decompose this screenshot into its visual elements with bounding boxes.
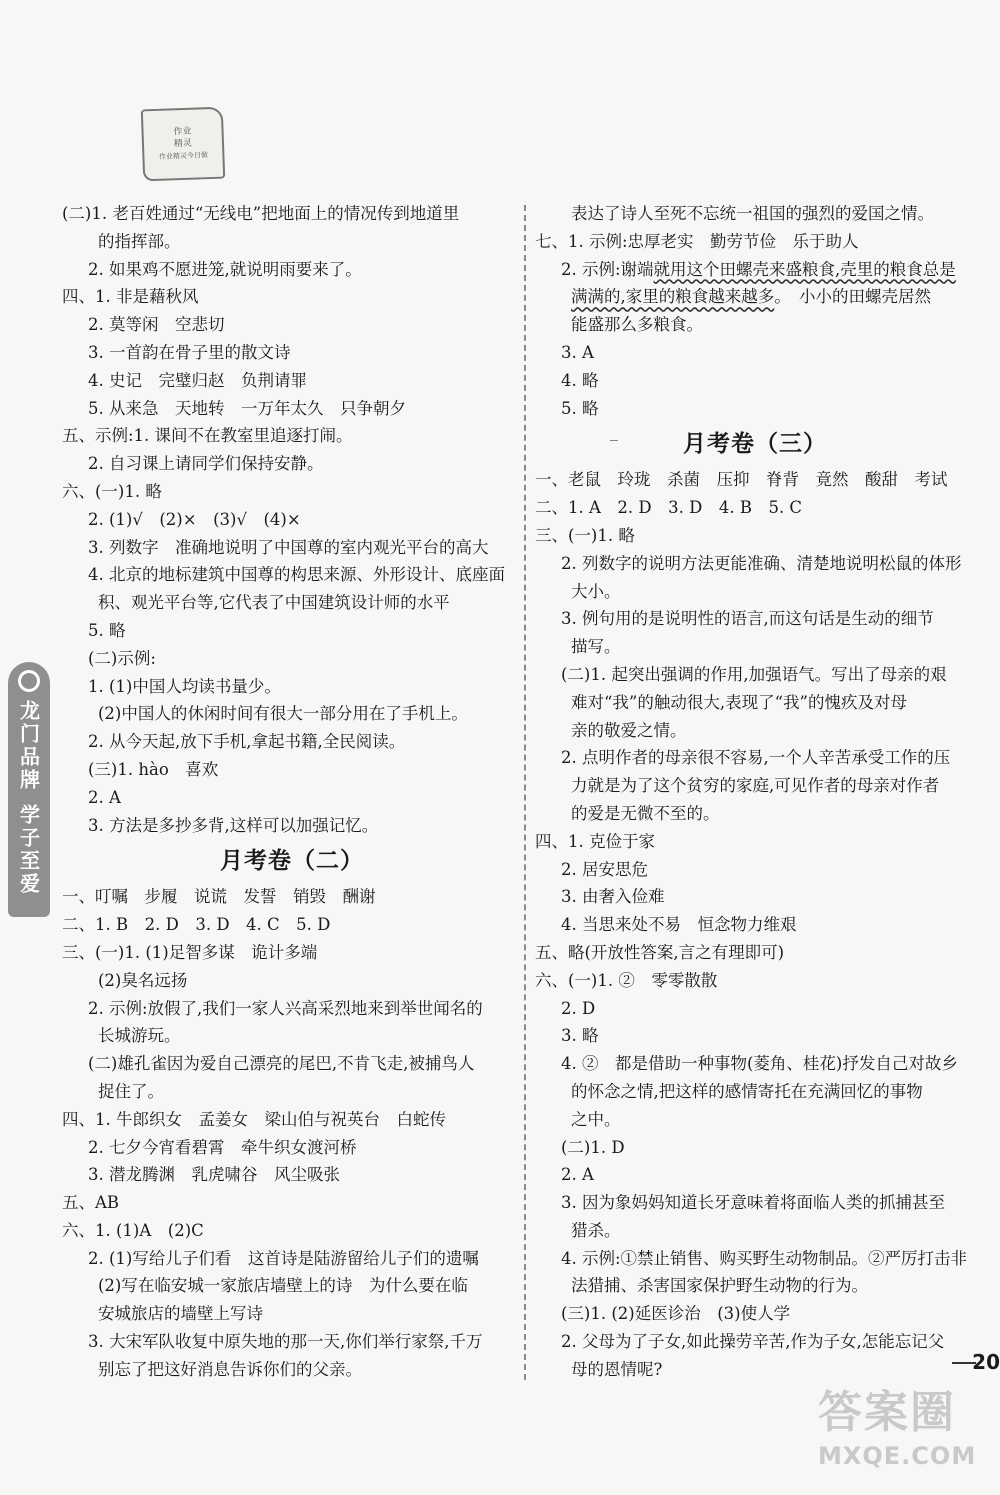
column-divider: [524, 205, 526, 1380]
answer-line: 2. A: [561, 1165, 594, 1185]
answer-line: 2. (1)√ (2)× (3)√ (4)×: [88, 509, 301, 529]
stamp-line-3: 作业精灵今日做: [158, 151, 209, 161]
answer-line: 法猎捕、杀害国家保护野生动物的行为。: [571, 1276, 868, 1296]
answer-line: 二、1. A 2. D 3. D 4. B 5. C: [535, 498, 803, 518]
answer-line: 3. A: [561, 342, 594, 362]
answer-line: 安城旅店的墙壁上写诗: [98, 1304, 263, 1324]
answer-line: 3. 列数字 准确地说明了中国尊的室内观光平台的高大: [88, 537, 489, 557]
answer-line: 2. 示例:谢端就用这个田螺壳来盛粮食,壳里的粮食总是: [561, 259, 956, 279]
left-column: [62, 200, 522, 1384]
answer-line: 2. 莫等闲 空悲切: [88, 315, 225, 335]
answer-line: 2. 点明作者的母亲很不容易,一个人辛苦承受工作的压: [561, 748, 951, 768]
answer-line: (二)1. 起突出强调的作用,加强语气。写出了母亲的艰: [561, 664, 947, 684]
answer-line: 表达了诗人至死不忘统一祖国的强烈的爱国之情。: [571, 204, 934, 223]
answer-line: (三)1. hào 喜欢: [88, 759, 219, 779]
answer-line: (2)写在临安城一家旅店墙壁上的诗 为什么要在临: [98, 1276, 468, 1296]
answer-line: 3. 潜龙腾渊 乳虎啸谷 风尘吸张: [88, 1165, 340, 1185]
dash-mark: [610, 440, 618, 441]
answer-line: 4. 史记 完璧归赵 负荆请罪: [88, 370, 307, 390]
stamp-line-1: 作业: [173, 126, 192, 138]
answer-line: 之中。: [571, 1109, 621, 1129]
answer-line: 3. 因为象妈妈知道长牙意味着将面临人类的抓捕甚至: [561, 1193, 945, 1213]
answer-line: 三、(一)1. (1)足智多谋 诡计多端: [62, 942, 318, 962]
answer-line: (二)1. 老百姓通过“无线电”把地面上的情况传到地道里: [62, 204, 460, 223]
answer-line: 4. ② 都是借助一种事物(菱角、桂花)抒发自己对故乡: [561, 1054, 958, 1074]
answer-line: 母的恩情呢?: [571, 1359, 663, 1379]
answer-line: 能盛那么多粮食。: [571, 315, 703, 335]
answer-line: 六、(一)1. 略: [62, 481, 162, 501]
watermark-line-1: 答案圈: [818, 1387, 956, 1438]
answer-line: 5. 略: [561, 398, 599, 418]
stamp-logo: [141, 107, 225, 182]
answer-line: 2. 自习课上请同学们保持安静。: [88, 454, 324, 474]
answer-line: 别忘了把这好消息告诉你们的父亲。: [98, 1359, 362, 1379]
answer-line: 2. 居安思危: [561, 859, 648, 879]
answer-line: 3. 例句用的是说明性的语言,而这句话是生动的细节: [561, 609, 934, 629]
answer-line: 亲的敬爱之情。: [571, 720, 687, 740]
answer-line: 5. 从来急 天地转 一万年太久 只争朝夕: [88, 398, 406, 418]
answer-line: 的指挥部。: [98, 231, 181, 251]
answer-line: 七、1. 示例:忠厚老实 勤劳节俭 乐于助人: [535, 231, 859, 251]
answer-line: 4. 示例:①禁止销售、购买野生动物制品。②严厉打击非: [561, 1248, 968, 1268]
answer-line: 描写。: [571, 637, 621, 657]
answer-line: 4. 当思来处不易 恒念物力维艰: [561, 915, 797, 935]
answer-line: 2. 示例:放假了,我们一家人兴高采烈地来到举世闻名的: [88, 998, 483, 1018]
brand-text: 龙门品牌: [16, 700, 41, 792]
answer-line: 2. A: [88, 787, 121, 807]
answer-line: (2)中国人的休闲时间有很大一部分用在了手机上。: [98, 704, 468, 724]
answer-line: 2. 从今天起,放下手机,拿起书籍,全民阅读。: [88, 732, 406, 752]
page-number: 20: [972, 1350, 1000, 1374]
answer-line: 猎杀。: [571, 1220, 621, 1240]
right-column: [535, 200, 975, 1384]
slogan-text: 学子至爱: [16, 804, 41, 896]
answer-line: 2. (1)写给儿子们看 这首诗是陆游留给儿子们的遗嘱: [88, 1248, 479, 1268]
answer-line: 五、略(开放性答案,言之有理即可): [535, 942, 785, 962]
answer-line: 一、老鼠 玲珑 杀菌 压抑 脊背 竟然 酸甜 考试: [535, 470, 948, 490]
answer-line: 3. 一首韵在骨子里的散文诗: [88, 342, 291, 362]
circle-icon: [18, 670, 40, 692]
answer-line: (二)示例:: [88, 648, 156, 668]
answer-line: 3. 方法是多抄多背,这样可以加强记忆。: [88, 815, 379, 835]
watermark: [818, 1385, 993, 1490]
stamp-line-2: 精灵: [173, 138, 193, 150]
answer-line: 五、AB: [62, 1193, 120, 1213]
section-title: 月考卷（二）: [220, 848, 364, 875]
answer-line: 三、(一)1. 略: [535, 525, 635, 545]
answer-line: 3. 大宋军队收复中原失地的那一天,你们举行家祭,千万: [88, 1332, 483, 1352]
answer-line: (三)1. (2)延医诊治 (3)使人学: [561, 1304, 791, 1324]
answer-line: 一、叮嘱 步履 说谎 发誓 销毁 酬谢: [62, 887, 376, 907]
answer-line: 力就是为了这个贫穷的家庭,可见作者的母亲对作者: [571, 776, 940, 796]
answer-line: 大小。: [571, 581, 621, 601]
answer-line: 4. 略: [561, 370, 599, 390]
answer-line: 六、(一)1. ② 零零散散: [535, 970, 718, 990]
answer-line: 积、观光平台等,它代表了中国建筑设计师的水平: [98, 593, 450, 613]
answer-line: 四、1. 克俭于家: [535, 831, 655, 851]
answer-line: 二、1. B 2. D 3. D 4. C 5. D: [62, 915, 331, 935]
answer-line: 2. D: [561, 998, 596, 1018]
answer-line: 六、1. (1)A (2)C: [62, 1220, 204, 1240]
answer-line: 2. 如果鸡不愿进笼,就说明雨要来了。: [88, 259, 362, 279]
answer-line: 的爱是无微不至的。: [571, 803, 720, 823]
answer-line: 5. 略: [88, 620, 126, 640]
answer-line: 4. 北京的地标建筑中国尊的构思来源、外形设计、底座面: [88, 565, 505, 585]
answer-line: 2. 列数字的说明方法更能准确、清楚地说明松鼠的体形: [561, 553, 962, 573]
answer-line: 3. 略: [561, 1026, 599, 1046]
answer-line: (二)雄孔雀因为爱自己漂亮的尾巴,不肯飞走,被捕鸟人: [88, 1054, 475, 1074]
answer-line: 2. 七夕今宵看碧霄 牵牛织女渡河桥: [88, 1137, 357, 1157]
answer-line: 满满的,家里的粮食越来越多。 小小的田螺壳居然: [571, 287, 931, 307]
answer-line: 长城游玩。: [98, 1026, 181, 1046]
side-brand-tab: [8, 662, 50, 917]
answer-line: (二)1. D: [561, 1137, 625, 1157]
answer-line: 难对“我”的触动很大,表现了“我”的愧疚及对母: [571, 692, 907, 712]
answer-line: 捉住了。: [98, 1081, 164, 1101]
answer-line: 的怀念之情,把这样的感情寄托在充满回忆的事物: [571, 1081, 923, 1101]
answer-line: 四、1. 非是藉秋风: [62, 287, 199, 307]
answer-line: (2)臭名远扬: [98, 970, 188, 990]
answer-line: 五、示例:1. 课间不在教室里追逐打闹。: [62, 426, 353, 446]
section-title: 月考卷（三）: [683, 431, 827, 458]
answer-line: 3. 由奢入俭难: [561, 887, 665, 907]
answer-line: 四、1. 牛郎织女 孟姜女 梁山伯与祝英台 白蛇传: [62, 1109, 446, 1129]
answer-line: 1. (1)中国人均读书量少。: [88, 676, 281, 696]
watermark-line-2: MXQE.COM: [818, 1442, 977, 1470]
answer-line: 2. 父母为了子女,如此操劳辛苦,作为子女,怎能忘记父: [561, 1332, 945, 1352]
